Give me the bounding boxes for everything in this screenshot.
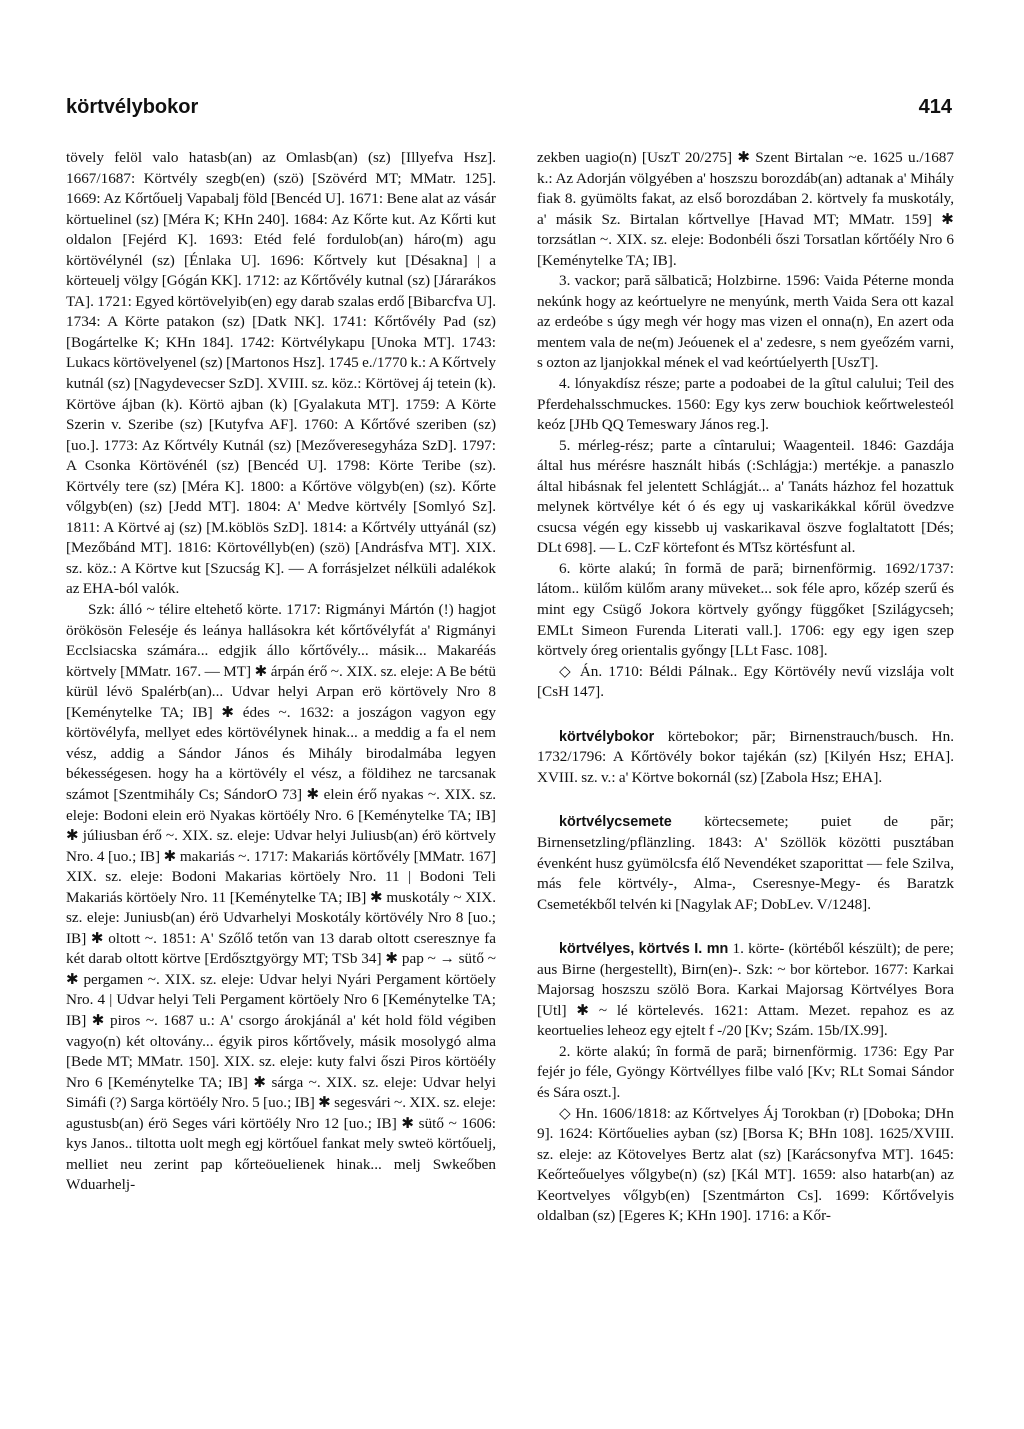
page-number: 414 <box>918 96 952 118</box>
entry-text: körtebokor; păr; Birnenstrauch/busch. Hn. 1732/1796: A Kőrtövély bokor tajékán (sz) [Kilyén Hsz; EHA]. XVIII. sz. v.: a' Körtve bokornál (sz) [Zabola Hsz; EHA]. <box>537 727 954 786</box>
paragraph: 3. vackor; pară sălbatică; Holzbirne. 1596: Vaida Péterne monda nekúnk hogy az keórtuelyre ne menyúnk, merth Vaida Sera ott kazal az erdeóbe s úgy megh vér hogy mas vizen el onna(n), En azert oda mentem vala de ne(m) Jeóuenek el a' zedesre, s nem gyeőzém varni, s ozton az ljanjokkal mének el vad keórtúelyerth [UszT]. <box>537 272 954 372</box>
paragraph: tövely felöl valo hatasb(an) az Omlasb(an) (sz) [Illyefva Hsz]. 1667/1687: Körtvély szegb(en) (szö) [Szövérd MT; MMatr. 125]. 1669: Az Kőrtőuelj Vapabalj föld [Bencéd U]. 1671: Bene alat az vásár körtuelinel (sz) [Méra K; KHn 240]. 1684: Az Kőrte kut. Az Kőrti kut oldalon [Fejérd K]. 1693: Etéd felé fordulob(an) háro(m) agu körtövélynél (sz) [Énlaka U]. 1696: Kőrtvely kut [Désakna] | a körteuelj völgy [Gógán KK]. 1712: az Kőrtővély kutnal (sz) [Járarákos TA]. 1721: Egyed körtövelyib(en) egy darab szalas erdő [Bibarcfva U]. 1734: A Körte patakon (sz) [Datk NK]. 1741: Kőrtővély Pad (sz) [Bogártelke K; KHn 184]. 1742: Körtvélykapu [Unoka MT]. 1743: Lukacs körtövelyenel (sz) [Martonos Hsz]. 1745 e./1770 k.: A Kőrtvely kutnál (sz) [Nagydevecser SzD]. XVIII. sz. köz.: Körtövej áj tetein (k). Körtöve ájban (k). Körtö ajban (k) [Gyalakuta MT]. 1759: A Körte Szerin v. Szeribe (sz) [Kutyfva AF]. 1760: A Kőrtővé szeriben (sz) [uo.]. 1773: Az Kőrtvély Kutnál (sz) [Mezőveresegyháza SzD]. 1797: A Csonka Körtövénél (sz) [Bencéd U]. 1798: Körte Teribe (sz). Körtvély tere (sz) [Méra K]. 1800: a Kőrtöve völgyb(en) (sz). Kőrte vőlgyb(en) (sz) [Jedd MT]. 1804: A' Medve körtvély [Somlyó Sz]. 1811: A Körtvé aj (sz) [M.köblös SzD]. 1814: a Kőrtvély uttyánál (sz) [Mezőbánd MT]. 1816: Körtovéllyb(en) (szö) [Andrásfva MT]. XIX. sz. köz.: A Körtve kut [Szucság K]. — A forrásjelzet nélküli adalékok az EHA-ból valók. <box>66 149 496 598</box>
paragraph: zekben uagio(n) [UszT 20/275] ✱ Szent Birtalan ~e. 1625 u./1687 k.: Az Adorján völgyében a' hoszszu borozdáb(an) adtanak a' Mihály fiak 8. gyümölts fakat, az első borozdában 2. körtvely fa muskotály, a' másik Sz. Birtalan kőrtvellye [Havad MT; MMatr. 159] ✱ torzsátlan ~. XIX. sz. eleje: Bodonbéli őszi Torsatlan kőrtőély Nro 6 [Keménytelke TA; IB]. <box>537 149 954 269</box>
paragraph: 5. mérleg-rész; parte a cîntarului; Waagenteil. 1846: Gazdája által hus mérésre használt hibás (:Schlágja:) mertékje. a panaszlo által hibásnak fel jelentett Schlágját... a' Tanáts házhoz fel hozattuk melynek körtvélye két ó és egy uj vaskarikákkal kőrül övedzve csucsa végén egy kissebb uj vaskarikaval öszve foglaltatott [Dés; DLt 698]. — L. CzF körtefont és MTsz körtésfunt al. <box>537 436 954 557</box>
paragraph: ◇ Hn. 1606/1818: az Kőrtvelyes Áj Torokban (r) [Doboka; DHn 9]. 1624: Körtőuelies ayban (sz) [Borsa K; BHn 108]. 1625/XVIII. sz. eleje: az Kötovelyes Bertz alat (sz) [Karácsonyfva MT]. 1645: Keőrteőuelyes vőlgybe(n) (sz) [Kál MT]. 1659: also hatarb(an) az Keortvelyes vőlgyb(en) [Szentmárton Cs]. 1699: Kőrtővelyis oldalban (sz) [Egeres K; KHn 190]. 1716: a Kőr- <box>537 1104 954 1225</box>
entry-headword: körtvélyes, körtvés I. mn <box>559 941 729 958</box>
entry-text: 1. körte- (körtéből készült); de pere; aus Birne (hergestellt), Birn(en)-. Szk: ~ bor körtebor. 1677: Karkai Majorsag hoszszu szölö Bora. Karkai Majorsag Körtvélyes Bora [Utl] ✱ ~ lé körtelevés. 1621: Attam. Mezet. repahoz es az keortuelies leheoz egy ejtelt f -/20 [Kv; Szám. 15b/IX.99]. <box>537 940 954 1040</box>
running-headword: körtvélybokor <box>66 96 199 118</box>
paragraph: Szk: álló ~ télire eltehető körte. 1717: Rigmányi Mártón (!) hagjot örökösön Feleséje és leánya hallásokra két kőrtővélyfát a' Rigmányi Ecclsiacska számára... edgjik állo kőrtővély... másik... Makaréás körtvely [MMatr. 167. — MT] ✱ árpán érő ~. XIX. sz. eleje: A Be bétü kürül lévö Spalérb(an)... Udvar helyi Arpan erö körtövely Nro 8 [Keménytelke TA; IB] ✱ édes ~. 1632: a joszágon vagyon egy körtövélyfa, mellyet edes körtövélynek hinak... a meddig a fa el nem vész, addig a Sándor János és Mihály birodalmába legyen békességesen. hogy ha a körtövély el vész, a földihez ne tarcsanak számot [Szentmihály Cs; SándorO 73] ✱ elein érő nyakas ~. XIX. sz. eleje: Bodoni elein erö Nyakas körtöély Nro. 6 [Keménytelke TA; IB] ✱ júliusban érő ~. XIX. sz. eleje: Udvar helyi Juliusb(an) érö körtvely Nro. 4 [uo.; IB] ✱ makariás ~. 1717: Makariás körtővély [MMatr. 167] XIX. sz. eleje: Bodoni Makarias körtöely Nro. 11 | Bodoni Teli Makariás körtöely Nro. 11 [Keménytelke TA; IB] ✱ muskotály ~ XIX. sz. eleje: Juniusb(an) érö Udvarhelyi Moskotály körtövély Nro 8 [uo.; IB] ✱ oltott ~. 1851: A' Szőlő tetőn van 13 darab oltott cseresznye fa két darab oltott körtve [Erdősztgyörgy MT; TSb 34] ✱ pap ~ → sütő ~ ✱ pergamen ~. XIX. sz. eleje: Udvar helyi Nyári Pergament körtöely Nro. 4 | Udvar helyi Teli Pergament körtöely Nro 6 [Keménytelke TA; IB] ✱ piros ~. 1687 u.: A' csorgo árokjánál a' két hold föld végiben vagyo(n) két oltovány... égyik piros kőrtővely, másik mosolygó alma [Bede MT; MMatr. 150]. XIX. sz. eleje: kuty falvi őszi Piros körtöély Nro 6 [Keménytelke TA; IB] ✱ sárga ~. XIX. sz. eleje: Udvar helyi Simáfi (?) Sarga körtöély Nro. 5 [uo.; IB] ✱ segesvári ~. XIX. sz. eleje: agustusb(an) érö Seges vári körtöély Nro 12 [uo.; IB] ✱ sütő ~ 1606: kys Janos.. tiltotta uolt megh egj körtőuel fankat mely swteö körtőuelj, melliet neu zerint pap kőrteöuelienek hinak... melj Swkeőben Wduarhelj- <box>66 601 497 1194</box>
entry-text: körtecsemete; puiet de păr; Birnensetzling/pflänzling. 1843: A' Szöllök közötti pusztában évenként husz gyümölcsfa élő Nevendéket szaporittat — fele Szilva, más fele körtvély-, Alma-, Cseresnye-Megy- és Baratzk Csemetékből telvén ki [Nagylak AF; DobLev. V/1248]. <box>537 813 954 913</box>
running-head <box>66 96 952 119</box>
dictionary-entry <box>537 939 954 1042</box>
paragraph: 6. körte alakú; în formă de pară; birnenförmig. 1692/1737: látom.. külőm külőm arany müveket... sok féle apro, kőzép szerű és mint egy Csügő Jokora körtvely győngy függőket [Szilágycseh; EMLt Simeon Furenda Literati vall.]. 1706: egy egy igen szep körtvely óreg orientalis győngy [LLt Fasc. 108]. <box>537 559 954 660</box>
dictionary-entry <box>537 812 954 915</box>
paragraph: 4. lónyakdísz része; parte a podoabei de la gîtul calului; Teil des Pferdehalsschmuckes. 1560: Egy kys zerw bouchiok keőrtwelesteól keóz [JHb QQ Temeswary János reg.]. <box>537 375 954 434</box>
entry-headword: körtvélycsemete <box>559 814 672 831</box>
entry-headword: körtvélybokor <box>559 728 655 745</box>
left-column <box>66 148 496 1196</box>
dictionary-entry <box>537 727 954 789</box>
paragraph: 2. körte alakú; în formă de pară; birnenförmig. 1736: Egy Par fejér jo féle, Gyöngy Körtvéllyes filbe való [Kv; RLt Somai Sándor és Sára oszt.]. <box>537 1042 954 1101</box>
paragraph: ◇ Án. 1710: Béldi Pálnak.. Egy Körtövély nevű vizslája volt [CsH 147]. <box>537 662 954 701</box>
right-column <box>537 148 954 1227</box>
